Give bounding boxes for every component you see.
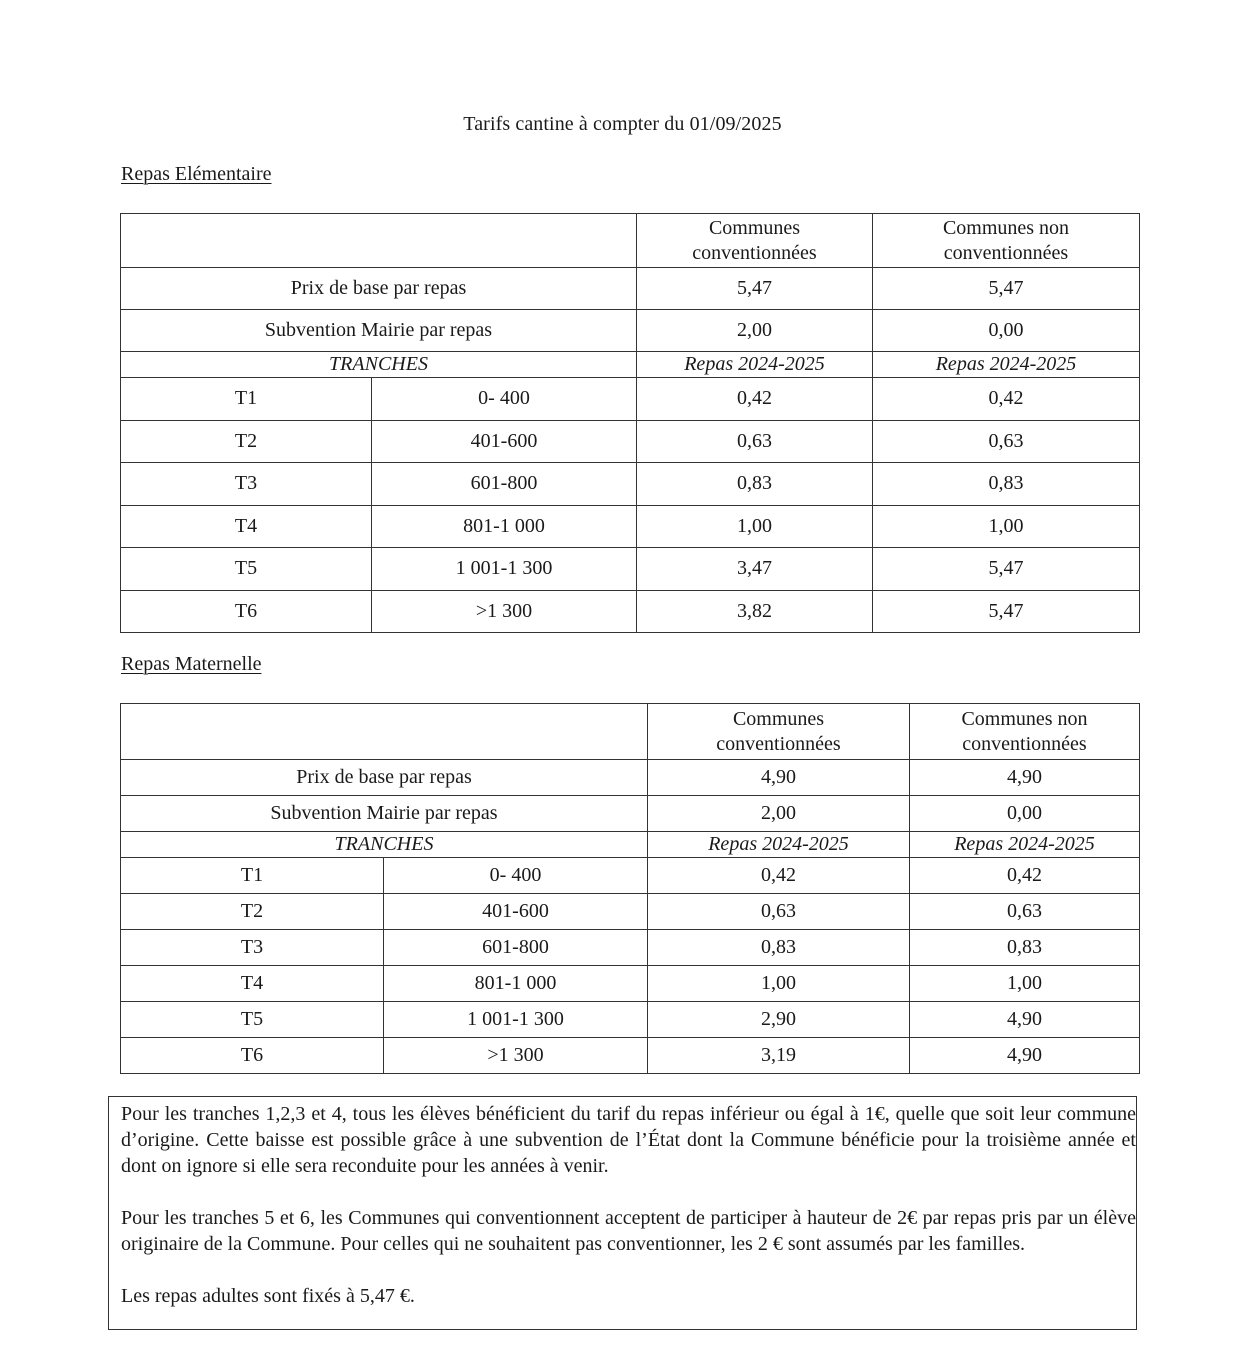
tranche-range: >1 300 — [384, 1038, 648, 1074]
value-cell: 4,90 — [910, 1038, 1140, 1074]
tranche-range: 0- 400 — [372, 378, 637, 421]
tranches-label: TRANCHES — [121, 832, 648, 858]
header-line: conventionnées — [716, 732, 841, 755]
tranche-name: T2 — [121, 420, 372, 463]
value-cell: 4,90 — [910, 1002, 1140, 1038]
base-price-row — [121, 760, 1140, 796]
value-cell: 0,00 — [910, 796, 1140, 832]
tranche-row — [121, 505, 1140, 548]
row-label: Subvention Mairie par repas — [121, 796, 648, 832]
row-label: Prix de base par repas — [121, 760, 648, 796]
value-cell: 1,00 — [910, 966, 1140, 1002]
value-cell: 0,42 — [873, 378, 1140, 421]
tranche-row — [121, 420, 1140, 463]
value-cell: 1,00 — [637, 505, 873, 548]
subvention-row — [121, 310, 1140, 352]
value-cell: 0,63 — [637, 420, 873, 463]
base-price-row — [121, 268, 1140, 310]
tranche-row — [121, 378, 1140, 421]
notes-box — [108, 1096, 1137, 1330]
value-cell: 1,00 — [648, 966, 910, 1002]
tranche-range: 0- 400 — [384, 858, 648, 894]
table-header-row — [121, 704, 1140, 760]
value-cell: 0,63 — [910, 894, 1140, 930]
header-line: Communes non — [961, 707, 1088, 730]
year-label: Repas 2024-2025 — [873, 352, 1140, 378]
tranche-name: T4 — [121, 505, 372, 548]
value-cell: 0,63 — [648, 894, 910, 930]
year-label: Repas 2024-2025 — [637, 352, 873, 378]
tranches-header-row — [121, 832, 1140, 858]
tranche-row — [121, 548, 1140, 591]
value-cell: 5,47 — [873, 590, 1140, 633]
note-paragraph-tranches-5-6: Pour les tranches 5 et 6, les Communes qui conventionnent acceptent de participer à hauteur de 2€ par repas pris par un élève originaire de la Commune. Pour celles qui ne souhaitent pas conventionner, les 2 € sont assumés par les familles. — [121, 1207, 1136, 1255]
tranche-range: 601-800 — [372, 463, 637, 506]
header-line: conventionnées — [943, 241, 1069, 264]
value-cell: 0,63 — [873, 420, 1140, 463]
tranche-name: T5 — [121, 1002, 384, 1038]
value-cell: 4,90 — [910, 760, 1140, 796]
section-title-elementaire: Repas Elémentaire — [121, 163, 272, 185]
value-cell: 2,00 — [637, 310, 873, 352]
value-cell: 3,82 — [637, 590, 873, 633]
year-label: Repas 2024-2025 — [910, 832, 1140, 858]
value-cell: 0,83 — [910, 930, 1140, 966]
tranche-range: 401-600 — [384, 894, 648, 930]
tarifs-table-maternelle — [120, 703, 1140, 1074]
tarifs-table-elementaire — [120, 213, 1140, 633]
value-cell: 0,83 — [873, 463, 1140, 506]
column-header-non-conventionnees — [910, 704, 1140, 760]
tranche-row — [121, 894, 1140, 930]
header-line: conventionnées — [962, 732, 1087, 755]
value-cell: 2,90 — [648, 1002, 910, 1038]
row-label: Prix de base par repas — [121, 268, 637, 310]
subvention-row — [121, 796, 1140, 832]
note-paragraph-adult-meals: Les repas adultes sont fixés à 5,47 €. — [121, 1285, 415, 1307]
note-paragraph-tranches-1-4: Pour les tranches 1,2,3 et 4, tous les élèves bénéficient du tarif du repas inférieur ou égal à 1€, quelle que soit leur commune d’origine. Cette baisse est possible grâce à une subvention de l’État dont la Commune bénéficie pour la troisième année et dont on ignore si elle sera reconduite pour les années à venir. — [121, 1103, 1136, 1177]
year-label: Repas 2024-2025 — [648, 832, 910, 858]
tranche-name: T3 — [121, 930, 384, 966]
value-cell: 0,83 — [637, 463, 873, 506]
tranche-row — [121, 858, 1140, 894]
tranche-name: T2 — [121, 894, 384, 930]
row-label: Subvention Mairie par repas — [121, 310, 637, 352]
header-line: Communes — [732, 707, 825, 730]
value-cell: 0,42 — [910, 858, 1140, 894]
tranche-row — [121, 1038, 1140, 1074]
value-cell: 5,47 — [637, 268, 873, 310]
tranche-name: T3 — [121, 463, 372, 506]
column-header-conventionnees — [637, 214, 873, 268]
tranche-name: T6 — [121, 590, 372, 633]
value-cell: 5,47 — [873, 548, 1140, 591]
header-line: Communes non — [942, 216, 1070, 239]
value-cell: 2,00 — [648, 796, 910, 832]
value-cell: 3,19 — [648, 1038, 910, 1074]
header-line: conventionnées — [692, 241, 817, 264]
value-cell: 1,00 — [873, 505, 1140, 548]
tranche-row — [121, 1002, 1140, 1038]
header-line: Communes — [708, 216, 801, 239]
value-cell: 0,83 — [648, 930, 910, 966]
column-header-non-conventionnees — [873, 214, 1140, 268]
tranche-name: T5 — [121, 548, 372, 591]
tranche-range: 401-600 — [372, 420, 637, 463]
tranche-name: T6 — [121, 1038, 384, 1074]
value-cell: 0,00 — [873, 310, 1140, 352]
tranche-row — [121, 590, 1140, 633]
value-cell: 0,42 — [637, 378, 873, 421]
tranche-name: T1 — [121, 378, 372, 421]
tranche-row — [121, 463, 1140, 506]
tranche-range: 601-800 — [384, 930, 648, 966]
value-cell: 3,47 — [637, 548, 873, 591]
tranche-range: 801-1 000 — [372, 505, 637, 548]
tranche-range: >1 300 — [372, 590, 637, 633]
tranche-row — [121, 966, 1140, 1002]
column-header-conventionnees — [648, 704, 910, 760]
empty-header-cell — [121, 214, 637, 268]
tranches-label: TRANCHES — [121, 352, 637, 378]
tranche-range: 1 001-1 300 — [384, 1002, 648, 1038]
tranche-name: T4 — [121, 966, 384, 1002]
value-cell: 4,90 — [648, 760, 910, 796]
tranche-range: 801-1 000 — [384, 966, 648, 1002]
tranche-row — [121, 930, 1140, 966]
value-cell: 0,42 — [648, 858, 910, 894]
tranches-header-row — [121, 352, 1140, 378]
value-cell: 5,47 — [873, 268, 1140, 310]
section-title-maternelle: Repas Maternelle — [121, 653, 262, 675]
empty-header-cell — [121, 704, 648, 760]
tranche-name: T1 — [121, 858, 384, 894]
tranche-range: 1 001-1 300 — [372, 548, 637, 591]
table-header-row — [121, 214, 1140, 268]
page-title: Tarifs cantine à compter du 01/09/2025 — [463, 113, 782, 135]
